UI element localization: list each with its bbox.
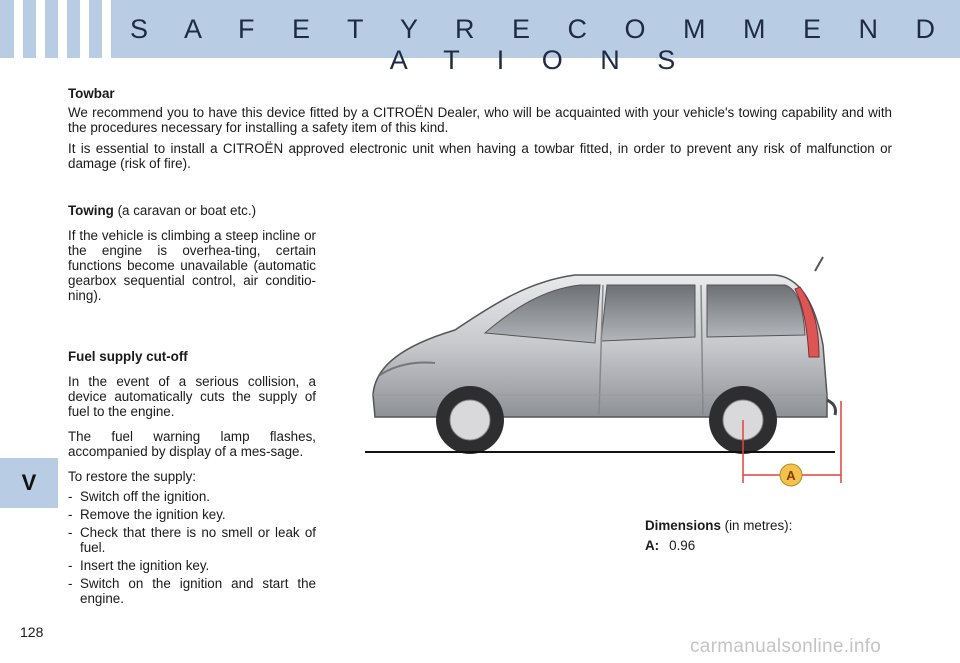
page-title: S A F E T Y R E C O M M E N D A T I O N S — [129, 14, 951, 75]
dimension-a-value: 0.96 — [669, 538, 696, 553]
page-number: 128 — [20, 624, 44, 640]
list-item: - Remove the ignition key. — [68, 507, 316, 522]
towing-heading-suffix: (a caravan or boat etc.) — [113, 203, 257, 218]
fuel-paragraph-1: In the event of a serious collision, a device automatically cuts the supply of fuel to the engine. — [68, 374, 316, 419]
dimension-a-marker-label: A — [786, 468, 796, 483]
car-illustration — [365, 257, 836, 454]
towbar-heading: Towbar — [68, 86, 115, 101]
chapter-tab: V — [0, 458, 58, 508]
dimensions-heading-line — [645, 518, 792, 533]
fuel-paragraph-3: To restore the supply: — [68, 469, 197, 484]
towing-heading: Towing — [68, 203, 114, 218]
dimensions-block — [645, 518, 792, 558]
towbar-paragraph-2: It is essential to install a CITROËN approved electronic unit when having a towbar fitted, in order to prevent any risk of malfunction or damage (risk of fire). — [68, 141, 892, 171]
list-item: - Switch on the ignition and start the engine. — [68, 576, 316, 606]
towbar-section — [68, 86, 892, 171]
list-item: - Insert the ignition key. — [68, 558, 316, 573]
list-item: - Switch off the ignition. — [68, 489, 316, 504]
dimensions-heading: Dimensions — [645, 518, 721, 533]
page-header — [0, 0, 960, 75]
towing-heading-line — [68, 203, 316, 218]
dimensions-heading-suffix: (in metres): — [720, 518, 793, 533]
fuel-heading: Fuel supply cut-off — [68, 349, 188, 364]
watermark: carmanualsonline.info — [690, 636, 882, 657]
towing-section — [68, 203, 316, 303]
list-item: - Check that there is no smell or leak of fuel. — [68, 525, 316, 555]
fuel-cutoff-section — [68, 349, 316, 609]
fuel-paragraph-2: The fuel warning lamp flashes, accompanied by display of a mes-sage. — [68, 429, 316, 459]
towbar-paragraph-1: We recommend you to have this device fitted by a CITROËN Dealer, who will be acquainted with your vehicle's towing capability and with the procedures necessary for installing a safety item of this kind. — [68, 105, 892, 135]
restore-steps-list — [68, 489, 316, 606]
towing-paragraph: If the vehicle is climbing a steep incline or the engine is overhea-ting, certain functions become unavailable (automatic gearbox sequential control, air conditio-ning). — [68, 228, 316, 303]
dimension-a-label: A: — [645, 538, 660, 553]
car-towbar-diagram — [345, 245, 855, 495]
dimension-a-row — [645, 538, 792, 553]
